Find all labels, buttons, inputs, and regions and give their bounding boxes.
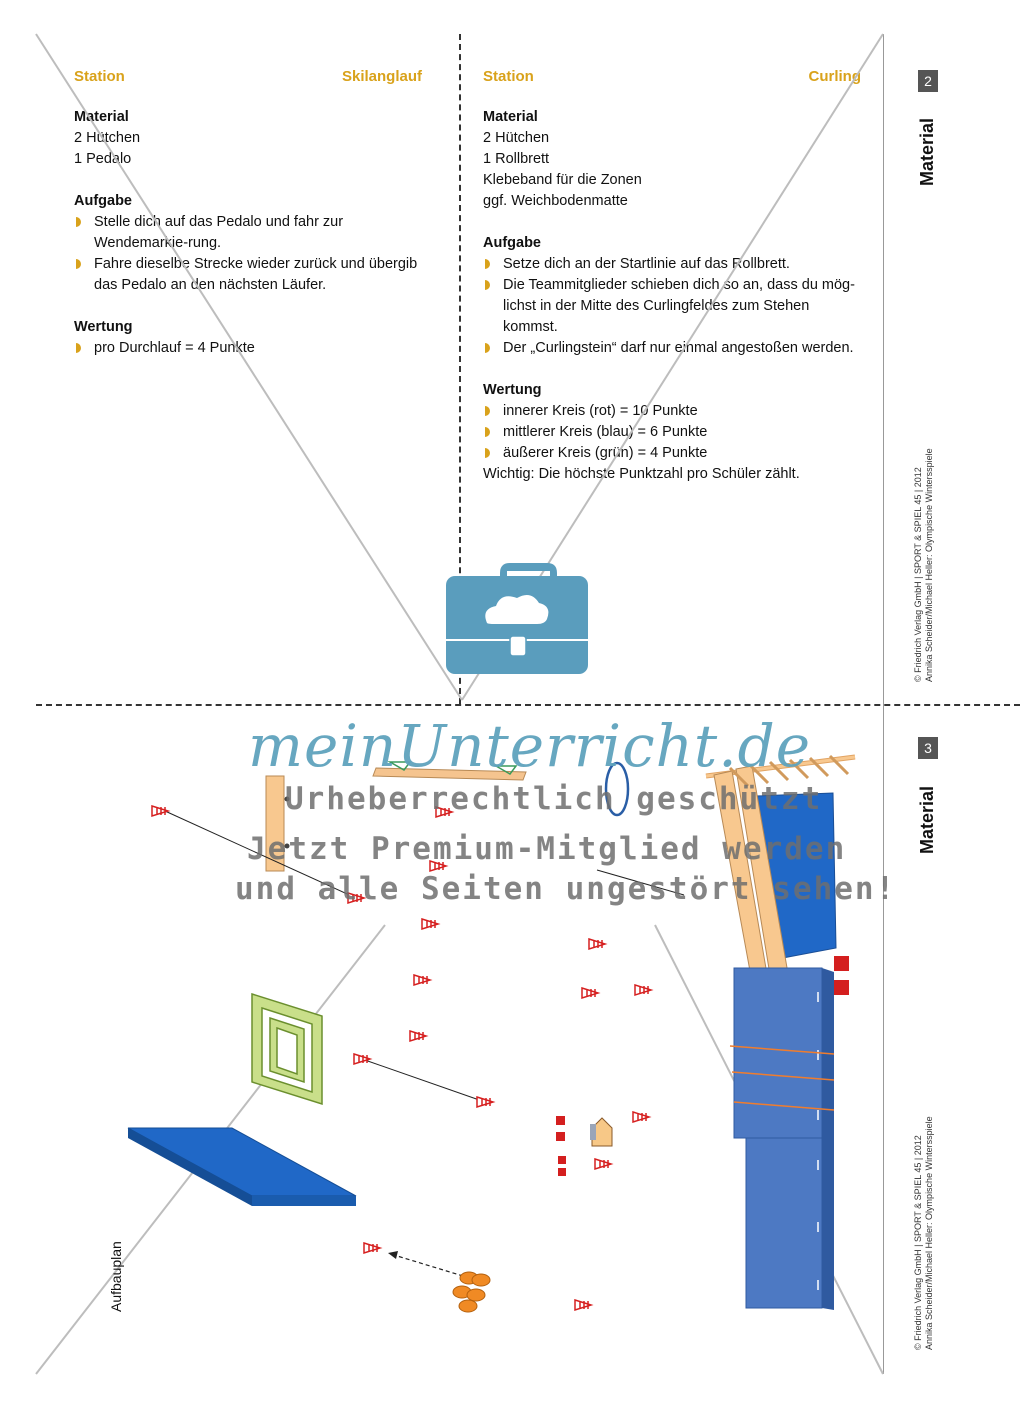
cone-icon (422, 919, 438, 929)
pedalo-wheels (453, 1272, 490, 1312)
cone-icon (582, 988, 598, 998)
cone-icon (477, 1097, 493, 1107)
scoring-note: Wichtig: Die höchste Punktzahl pro Schüler zählt. (483, 466, 800, 482)
watermark-logo: meinUnterricht.de (248, 712, 812, 780)
cone-icon (635, 985, 651, 995)
task-item: Der „Curlingstein“ darf nur einmal angestoßen werden. (483, 338, 861, 359)
cone-icon (410, 1031, 426, 1041)
task-item: Die Teammitglieder schieben dich so an, dass du mög-lichst in der Mitte des Curlingfeldes zum Stehen kommst. (483, 275, 861, 338)
material-item: 1 Pedalo (74, 151, 132, 167)
copyright-line: © Friedrich Verlag GmbH | SPORT & SPIEL 45 | 2012 (913, 1135, 923, 1350)
material-item: 2 Hütchen (74, 130, 141, 146)
scoring-heading: Wertung (483, 382, 542, 398)
material-item: 1 Rollbrett (483, 151, 550, 167)
cone-icon (595, 1159, 611, 1169)
briefcase-icon (446, 563, 588, 674)
task-item: Setze dich an der Startlinie auf das Rollbrett. (483, 254, 861, 275)
task-heading: Aufgabe (74, 193, 132, 209)
material-heading: Material (74, 109, 129, 125)
page-number-badge: 2 (918, 70, 938, 92)
material-heading: Material (483, 109, 538, 125)
scoring-heading: Wertung (74, 319, 133, 335)
station-label: Station (74, 68, 125, 85)
scoring-item: äußerer Kreis (grün) = 4 Punkte (483, 443, 861, 464)
material-side-label: Material (917, 117, 937, 186)
copyright-line: © Friedrich Verlag GmbH | SPORT & SPIEL 45 | 2012 (913, 467, 923, 682)
watermark-line: Urheberrechtlich geschützt (285, 781, 823, 817)
cone-icon (575, 1300, 591, 1310)
station-title: Curling (808, 68, 861, 85)
page-number-badge: 3 (918, 737, 938, 759)
watermark-line: Jetzt Premium-Mitglied werden (247, 831, 847, 867)
task-heading: Aufgabe (483, 235, 541, 251)
copyright-line: Annika Scheider/Michael Heller: Olympische Wintersspiele (924, 1116, 934, 1350)
diagram-caption: Aufbauplan (108, 1241, 124, 1312)
watermark-line: und alle Seiten ungestört sehen! (235, 871, 897, 907)
scoring-item: innerer Kreis (rot) = 10 Punkte (483, 401, 861, 422)
cone-icon (152, 806, 168, 816)
cone-icon (414, 975, 430, 985)
curling-target (252, 994, 322, 1104)
cone-icon (589, 939, 605, 949)
material-item: Klebeband für die Zonen (483, 172, 642, 188)
material-side-label: Material (917, 785, 937, 854)
station-label: Station (483, 68, 534, 85)
material-item: ggf. Weichbodenmatte (483, 193, 628, 209)
floor-mat (128, 1128, 356, 1206)
cone-icon (364, 1243, 380, 1253)
scoring-item: mittlerer Kreis (blau) = 6 Punkte (483, 422, 861, 443)
station-title: Skilanglauf (341, 68, 422, 85)
direction-arrow (388, 1251, 463, 1276)
cone-icon (633, 1112, 649, 1122)
material-item: 2 Hütchen (483, 130, 550, 146)
cone-icon (354, 1054, 370, 1064)
task-item: Stelle dich auf das Pedalo und fahr zur Wendemarkie-rung. (74, 212, 422, 254)
copyright-line: Annika Scheider/Michael Heller: Olympische Wintersspiele (924, 448, 934, 682)
scoring-item: pro Durchlauf = 4 Punkte (74, 338, 422, 359)
task-item: Fahre dieselbe Strecke wieder zurück und übergib das Pedalo an den nächsten Läufer. (74, 254, 422, 296)
